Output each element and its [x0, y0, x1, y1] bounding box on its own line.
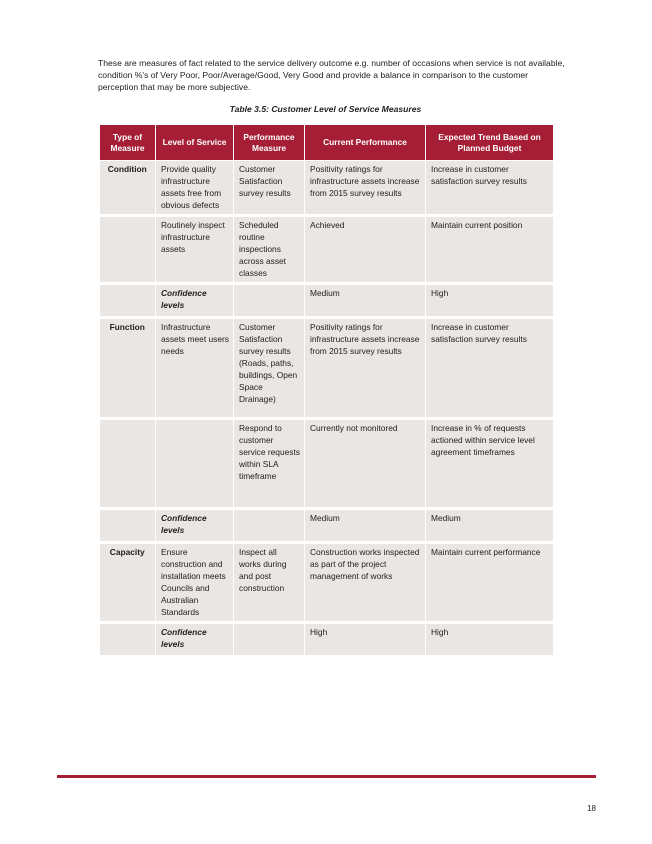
- cell-trend: Increase in % of requests actioned within service level agreement timeframes: [426, 419, 554, 509]
- cell-type: Function: [100, 318, 156, 419]
- cell-measure: [234, 509, 305, 543]
- table-row: [100, 284, 554, 318]
- table-row: [100, 216, 554, 284]
- cell-level: Ensure construction and installation meets Councils and Australian Standards: [156, 543, 234, 623]
- cell-measure: Customer Satisfaction survey results: [234, 161, 305, 216]
- header-current-performance: Current Performance: [305, 125, 426, 161]
- header-type-of-measure: Type of Measure: [100, 125, 156, 161]
- cell-trend: Medium: [426, 509, 554, 543]
- cell-trend: High: [426, 284, 554, 318]
- cell-type: [100, 419, 156, 509]
- table-row: [100, 419, 554, 509]
- cell-current: Achieved: [305, 216, 426, 284]
- cell-measure: Respond to customer service requests within SLA timeframe: [234, 419, 305, 509]
- table-caption: Table 3.5: Customer Level of Service Measures: [229, 104, 422, 114]
- header-performance-measure: Performance Measure: [234, 125, 305, 161]
- cell-type: [100, 623, 156, 657]
- cell-measure: Scheduled routine inspections across asset classes: [234, 216, 305, 284]
- cell-measure: Inspect all works during and post construction: [234, 543, 305, 623]
- cell-level: Provide quality infrastructure assets free from obvious defects: [156, 161, 234, 216]
- cell-measure: [234, 623, 305, 657]
- cell-current: Medium: [305, 509, 426, 543]
- cell-type: Condition: [100, 161, 156, 216]
- cell-confidence-label: Confidence levels: [156, 284, 234, 318]
- cell-current: Positivity ratings for infrastructure assets increase from 2015 survey results: [305, 161, 426, 216]
- cell-level: Routinely inspect infrastructure assets: [156, 216, 234, 284]
- cell-level: [156, 419, 234, 509]
- cell-level: Infrastructure assets meet users needs: [156, 318, 234, 419]
- footer-divider: [57, 775, 596, 778]
- cell-current: Currently not monitored: [305, 419, 426, 509]
- cell-trend: Maintain current performance: [426, 543, 554, 623]
- cell-confidence-label: Confidence levels: [156, 623, 234, 657]
- cell-type: Capacity: [100, 543, 156, 623]
- cell-current: Construction works inspected as part of the project management of works: [305, 543, 426, 623]
- cell-measure: [234, 284, 305, 318]
- header-level-of-service: Level of Service: [156, 125, 234, 161]
- cell-type: [100, 284, 156, 318]
- cell-trend: Maintain current position: [426, 216, 554, 284]
- cell-confidence-label: Confidence levels: [156, 509, 234, 543]
- cell-type: [100, 216, 156, 284]
- cell-current: Medium: [305, 284, 426, 318]
- customer-los-table: [99, 124, 554, 658]
- cell-measure: Customer Satisfaction survey results (Roads, paths, buildings, Open Space Drainage): [234, 318, 305, 419]
- cell-trend: Increase in customer satisfaction survey results: [426, 161, 554, 216]
- table-header-row: [100, 125, 554, 161]
- table-row: [100, 623, 554, 657]
- table-row: [100, 161, 554, 216]
- cell-trend: Increase in customer satisfaction survey results: [426, 318, 554, 419]
- cell-current: Positivity ratings for infrastructure assets increase from 2015 survey results: [305, 318, 426, 419]
- cell-trend: High: [426, 623, 554, 657]
- cell-type: [100, 509, 156, 543]
- header-expected-trend: Expected Trend Based on Planned Budget: [426, 125, 554, 161]
- table-row: [100, 543, 554, 623]
- page-number: 18: [587, 804, 596, 813]
- table-row: [100, 509, 554, 543]
- table-row: [100, 318, 554, 419]
- intro-paragraph: These are measures of fact related to the service delivery outcome e.g. number of occasions when service is not available, condition %'s of Very Poor, Poor/Average/Good, Very Good and provide a balance in comparison to the customer perception that may be more subjective.: [98, 58, 565, 93]
- cell-current: High: [305, 623, 426, 657]
